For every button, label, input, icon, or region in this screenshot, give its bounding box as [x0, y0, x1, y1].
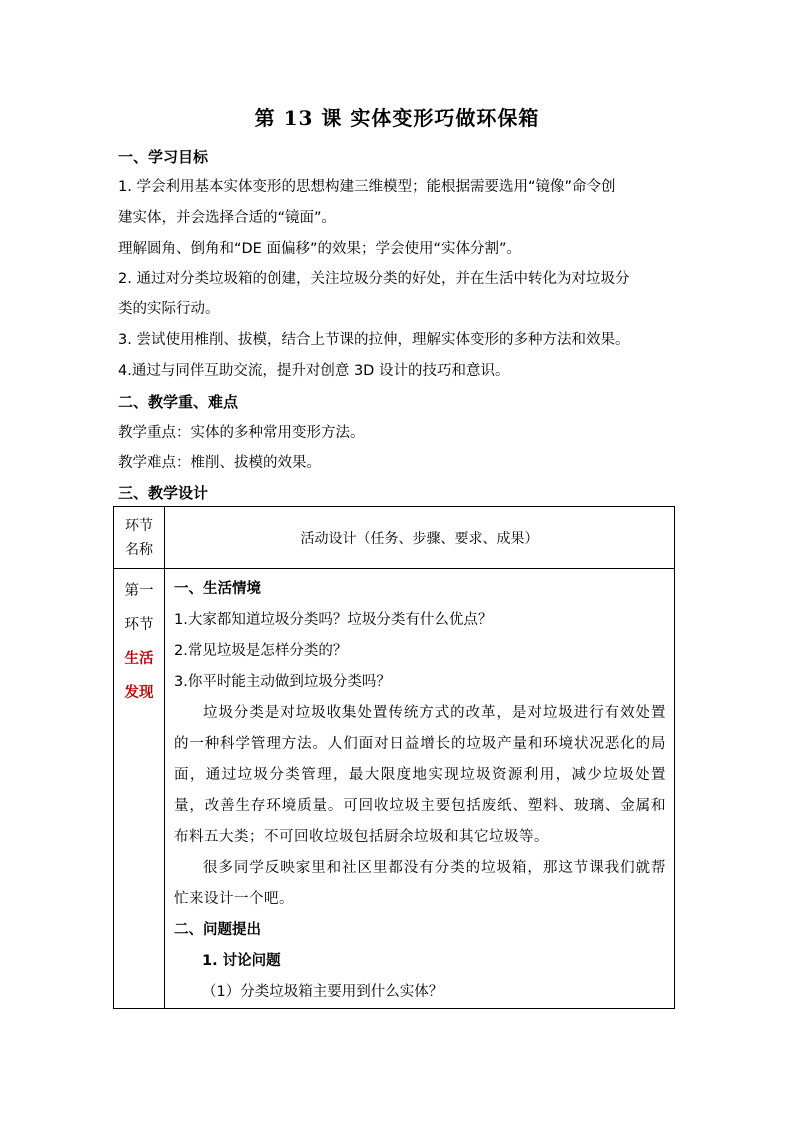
header-left-line: 环节 — [125, 517, 153, 534]
stage-label: 环节 — [124, 617, 154, 633]
activity-content-cell — [165, 569, 675, 1009]
content-heading: 一、生活情境 — [174, 581, 261, 597]
content-paragraph: 很多同学反映家里和社区里都没有分类的垃圾箱，那这节课我们就帮忙来设计一个吧。 — [174, 860, 666, 907]
section-heading-design: 三、教学设计 — [118, 484, 209, 502]
question-line: 2.常见垃圾是怎样分类的？ — [174, 643, 348, 659]
objective-line: 3. 尝试使用椎削、拔模，结合上节课的拉伸，理解实体变形的多种方法和效果。 — [118, 332, 630, 348]
lesson-title: 第 13 课 实体变形巧做环保箱 — [254, 106, 540, 130]
objective-line: 建实体，并会选择合适的“镜面”。 — [118, 210, 337, 226]
objective-line: 理解圆角、倒角和“DE 面偏移”的效果；学会使用“实体分割”。 — [118, 241, 521, 257]
table-header-row — [114, 507, 675, 569]
header-left-line: 名称 — [125, 541, 153, 558]
objective-line: 4.通过与同伴互助交流，提升对创意 3D 设计的技巧和意识。 — [118, 363, 510, 379]
header-stage-name — [114, 507, 165, 569]
content-paragraph: 垃圾分类是对垃圾收集处置传统方式的改革，是对垃圾进行有效处置的一种科学管理方法。人们面对日益增长的垃圾产量和环境状况恶化的局面，通过垃圾分类管理，最大限度地实现垃圾资源利用，减少垃圾处置量，改善生存环境质量。可回收垃圾主要包括废纸、塑料、玻璃、金属和布料五大类；不可回收垃圾包括厨余垃圾和其它垃圾等。 — [174, 705, 666, 845]
objective-line: 2. 通过对分类垃圾箱的创建，关注垃圾分类的好处，并在生活中转化为对垃圾分 — [118, 271, 630, 287]
stage-name: 发现 — [124, 685, 154, 701]
difficulty-line: 教学难点：椎削、拔模的效果。 — [118, 455, 321, 471]
objective-line: 类的实际行动。 — [118, 301, 220, 317]
question-line: 3.你平时能主动做到垃圾分类吗？ — [174, 674, 391, 690]
key-point-line: 教学重点：实体的多种常用变形方法。 — [118, 425, 365, 441]
teaching-design-table — [113, 506, 675, 1009]
content-subheading: 1. 讨论问题 — [202, 953, 281, 969]
table-row — [114, 569, 675, 1009]
section-heading-key-points: 二、教学重、难点 — [118, 393, 239, 411]
section-heading-objectives: 一、学习目标 — [118, 148, 209, 166]
question-line: 1.大家都知道垃圾分类吗？垃圾分类有什么优点？ — [174, 612, 493, 628]
stage-name: 生活 — [124, 651, 154, 667]
header-activity-design: 活动设计（任务、步骤、要求、成果） — [165, 507, 675, 569]
content-item: （1）分类垃圾箱主要用到什么实体？ — [202, 984, 444, 1000]
content-heading: 二、问题提出 — [174, 922, 261, 938]
stage-cell — [114, 569, 165, 1009]
objective-line: 1. 学会利用基本实体变形的思想构建三维模型；能根据需要选用“镜像”命令创 — [118, 179, 616, 195]
stage-label: 第一 — [124, 583, 154, 599]
